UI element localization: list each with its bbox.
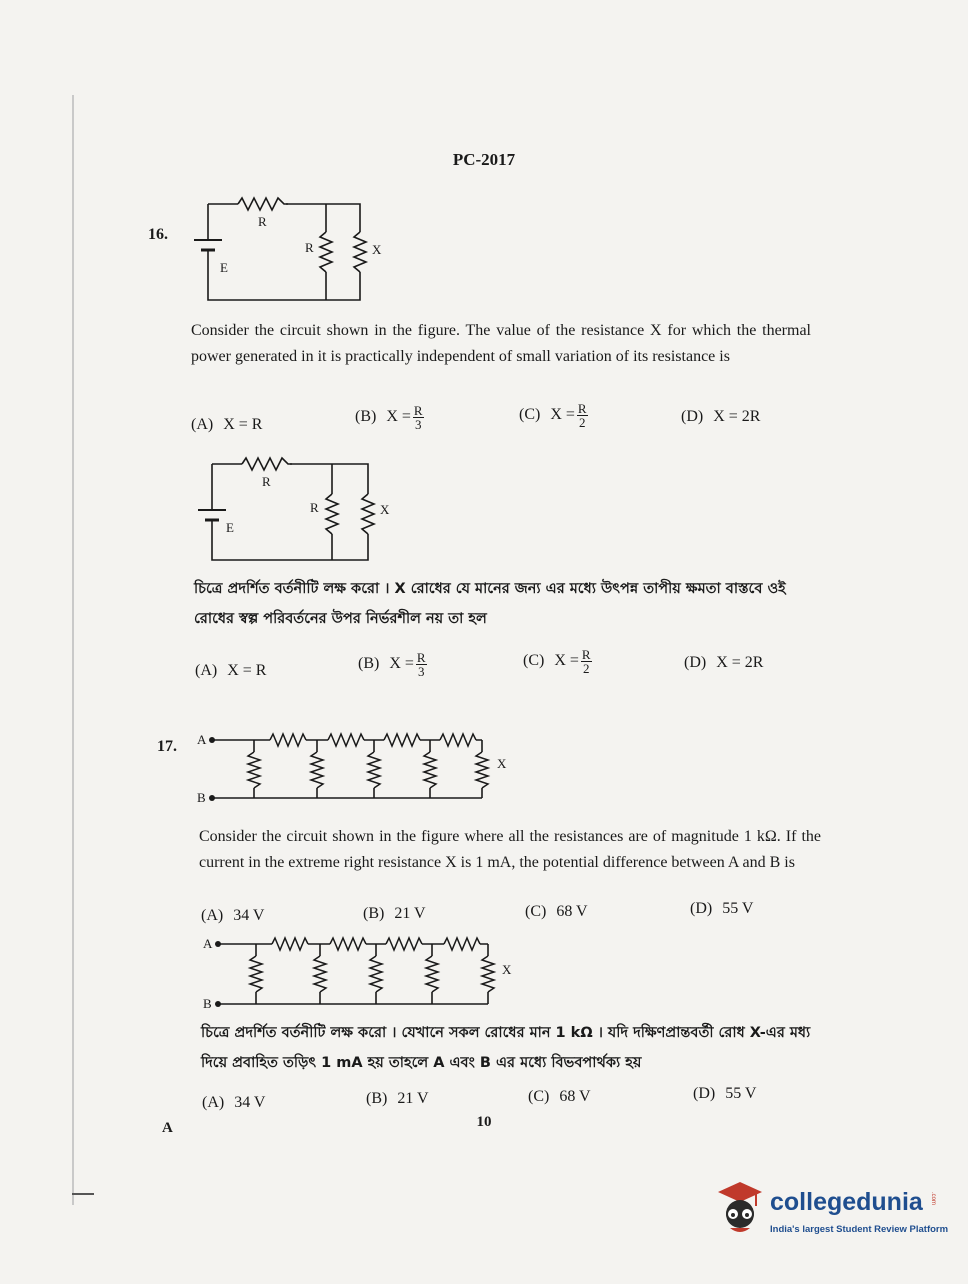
option-value: X = [550,406,575,424]
option-value: 21 V [394,905,426,922]
q17-label-x: X [497,756,507,771]
option-label: (C) [525,903,547,920]
q16-label-e: E [220,260,228,275]
brand-name: collegedunia [770,1188,923,1216]
option-label: (A) [202,1094,225,1111]
option-label: (A) [191,416,214,433]
option-label: (B) [358,655,380,673]
q16-option-c-en [519,402,588,429]
fraction: $\frac{R}{3}$ [416,650,426,679]
option-value: 21 V [397,1090,429,1107]
option-label: (C) [519,406,541,424]
q16-option-a-bn [195,662,266,680]
q17-option-d-bn [693,1085,756,1103]
option-label: (A) [201,907,224,924]
option-label: (D) [693,1085,716,1102]
collegedunia-logo[interactable] [712,1178,952,1248]
option-value: X = [554,652,579,670]
option-value: 34 V [234,1094,266,1111]
q16-label-r-top: R [258,214,267,229]
fraction: $\frac{R}{2}$ [577,401,587,430]
q16-bn-label-x: X [380,502,390,517]
q17-option-d-en [690,900,753,918]
option-value: 68 V [556,903,588,920]
q16-bn-label-e: E [226,520,234,535]
q16-circuit-figure-bn [192,452,392,572]
q17-option-a-en [201,907,264,925]
q16-option-b-en [355,404,424,431]
q17-bn-label-x: X [502,962,512,977]
q17-label-a: A [197,732,207,747]
option-value: X = 2R [713,408,761,425]
page-header: PC-2017 [452,150,516,169]
option-label: (A) [195,662,218,679]
option-label: (C) [528,1088,550,1105]
margin-tick [72,1193,94,1195]
option-value: 55 V [725,1085,757,1102]
option-value: X = R [227,662,267,679]
option-label: (D) [681,408,704,425]
brand-tagline: India's largest Student Review Platform [770,1224,949,1235]
option-value: 34 V [233,907,265,924]
page-number: 10 [476,1114,492,1130]
q17-ladder-circuit-figure-en [192,726,522,812]
q16-bn-label-r-mid: R [310,500,319,515]
q17-bn-label-a: A [203,936,213,951]
q17-option-c-bn [528,1088,591,1106]
q17-question-text-bn: চিত্রে প্রদর্শিত বর্তনীটি লক্ষ করো । যেখানে সকল রোধের মান 1 kΩ । যদি দক্ষিণপ্রান্তবর্তী রোধ X-এর মধ্য দিয়ে প্রবাহিত তড়িৎ 1 mA হয় তাহলে A এবং B এর মধ্যে বিভবপার্থক্য হয় [201,1025,811,1071]
option-label: (C) [523,652,545,670]
q16-question-text-bn: চিত্রে প্রদর্শিত বর্তনীটি লক্ষ করো । X রোধের যে মানের জন্য এর মধ্যে উৎপন্ন তাপীয় ক্ষমতা বাস্তবে ওই রোধের স্বল্প পরিবর্তনের উপর নির্ভরশীল নয় তা হল [194,581,786,627]
q16-label-r-mid: R [305,240,314,255]
option-value: X = 2R [716,654,764,671]
fraction: $\frac{R}{2}$ [581,647,591,676]
brand-suffix: .com [930,1192,936,1206]
option-label: (B) [366,1090,388,1107]
q17-option-c-en [525,903,588,921]
q17-ladder-circuit-figure-bn [198,932,528,1016]
q16-option-d-bn [684,654,763,672]
q16-circuit-figure-en [188,190,388,310]
set-letter: A [162,1120,173,1136]
q17-option-a-bn [202,1094,265,1112]
option-value: X = [386,408,411,426]
option-value: X = [389,655,414,673]
q17-label-b: B [197,790,206,805]
q16-bn-label-r-top: R [262,474,271,489]
option-label: (B) [363,905,385,922]
left-margin-line [72,95,74,1205]
q16-option-c-bn [523,648,592,675]
q17-bn-label-b: B [203,996,212,1011]
option-value: 68 V [559,1088,591,1105]
option-label: (D) [690,900,713,917]
option-label: (D) [684,654,707,671]
q16-option-a-en [191,416,262,434]
option-value: 55 V [722,900,754,917]
q16-option-d-en [681,408,760,426]
option-label: (B) [355,408,377,426]
q16-option-b-bn [358,651,427,678]
fraction: $\frac{R}{3}$ [413,403,423,432]
question-16-number: 16. [148,226,168,243]
q16-question-text-en: Consider the circuit shown in the figure. The value of the resistance X for which the thermal power generated in it is practically independent of small variation of its resistance is [191,322,811,365]
q17-question-text-en: Consider the circuit shown in the figure where all the resistances are of magnitude 1 kΩ. If the current in the extreme right resistance X is 1 mA, the potential difference between A and B is [199,828,821,871]
question-17-number: 17. [157,738,177,755]
option-value: X = R [223,416,263,433]
student-mascot-icon [712,1180,768,1240]
q17-option-b-en [363,905,426,923]
q16-label-x: X [372,242,382,257]
q17-option-b-bn [366,1090,429,1108]
